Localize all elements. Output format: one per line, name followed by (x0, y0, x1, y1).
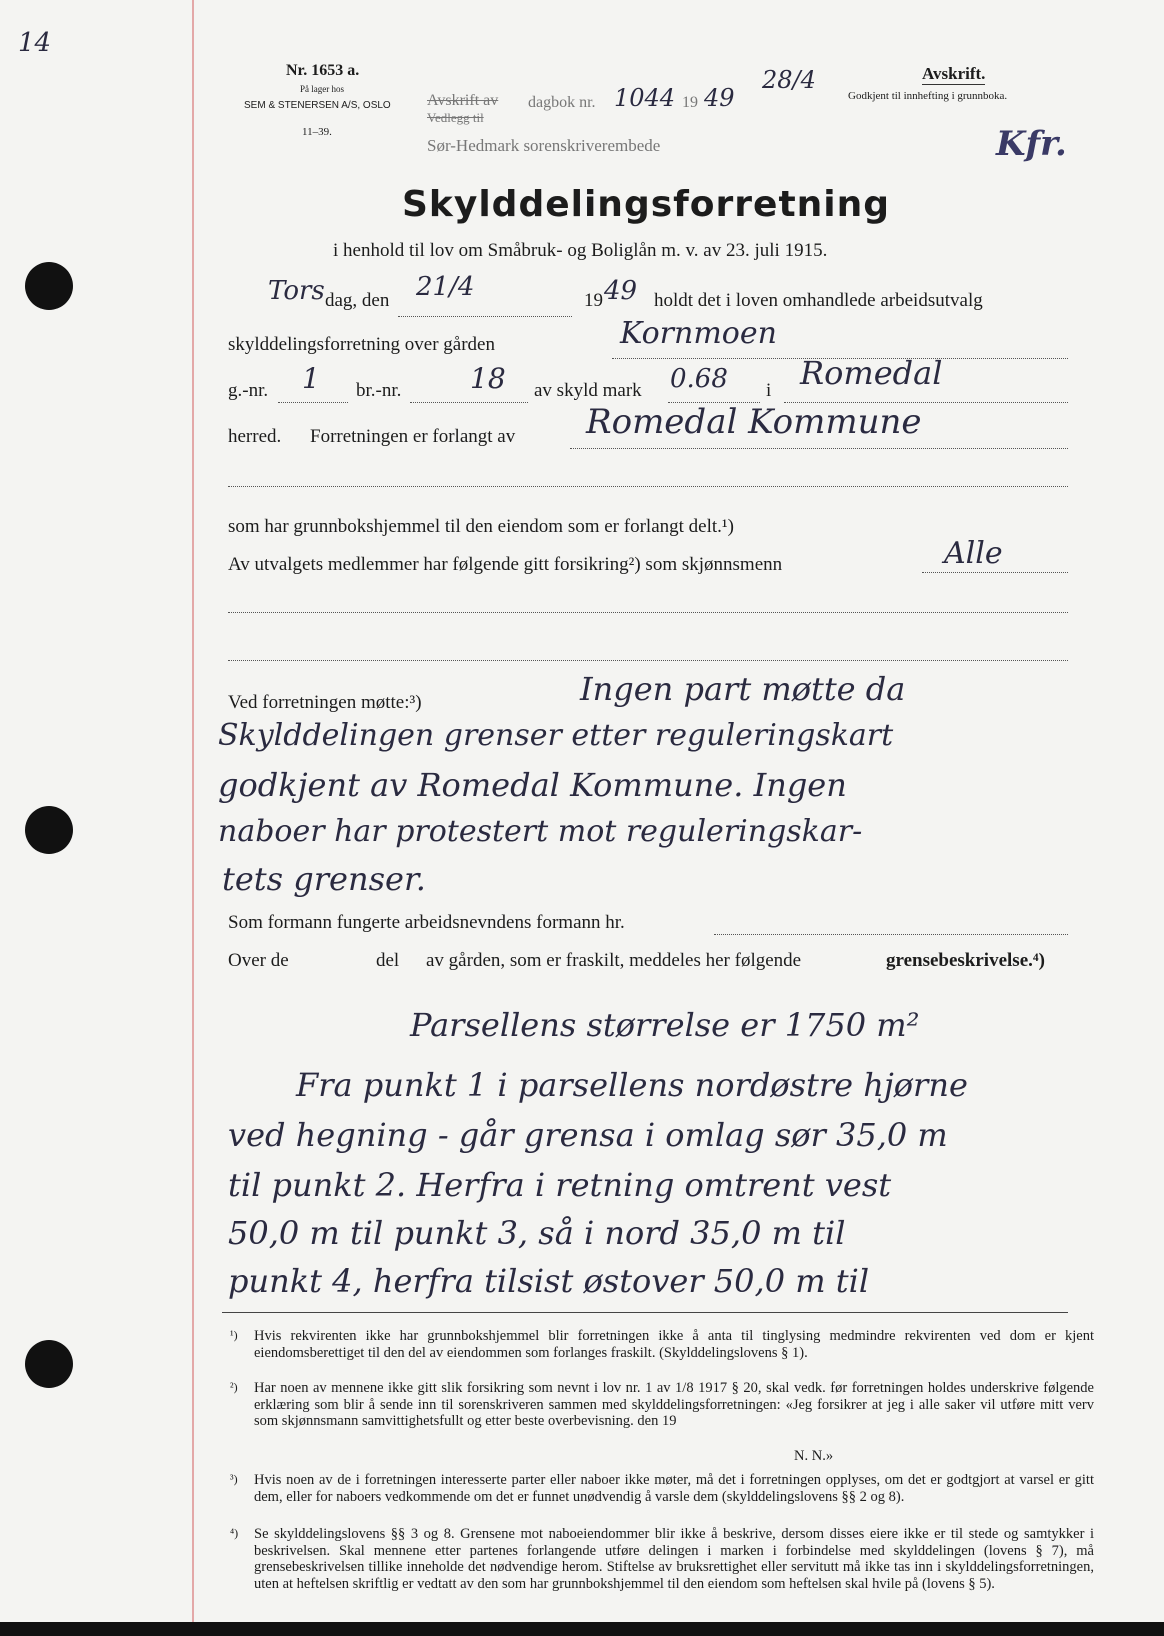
weekday: Tors (268, 276, 325, 306)
attachment-label: Vedlegg til (427, 110, 484, 125)
members-value: Alle (944, 536, 1003, 571)
dag-label: dag, den (325, 290, 390, 311)
scan-edge (0, 1622, 1164, 1636)
boundary-line: punkt 4, herfra tilsist østover 50,0 m til (228, 1262, 870, 1300)
grunnbok-text: som har grunnbokshjemmel til den eiendom som er forlangt delt.¹) (228, 516, 734, 537)
boundary-line: til punkt 2. Herfra i retning omtrent vest (228, 1166, 892, 1204)
initials: Kfr. (996, 124, 1067, 164)
footnote-text: Se skylddelingslovens §§ 3 og 8. Grensene mot naboeiendommer blir ikke å beskrive, dersom disses eiere ikke er til stede og samtykker i beskrivelsen. Skal mennene etter partenes forlangende utføre delingen i marken i forbindelse med skylddelingen (lovens § 7), må grensebeskrivelsen tillike inneholde det nødvendige herom. Stiftelse av bruksrettighet eller servitutt må ikke tas inn i skylddelingsforretningen, uten at heftelsen skriftlig er vedtatt av den som har grunnbokshjemmel til den eiendom som heftelsen skal hvile på (lovens § 5). (254, 1526, 1094, 1592)
year-value: 49 (604, 276, 638, 306)
footnote-num: ²) (230, 1380, 238, 1394)
attended-line: tets grenser. (222, 860, 426, 898)
over-farm-label: skylddelingsforretning over gården (228, 334, 495, 355)
boundary-text: av gården, som er fraskilt, meddeles her følgende (426, 950, 802, 971)
municipality: Romedal (800, 354, 943, 392)
document-title: Skylddelingsforretning (402, 184, 891, 225)
members-text: Av utvalgets medlemmer har følgende gitt forsikring²) som skjønnsmenn (228, 554, 783, 575)
footnote-divider (222, 1312, 1068, 1313)
farm-name: Kornmoen (620, 316, 777, 351)
footnote-signature: N. N.» (794, 1448, 834, 1464)
bnr-label: br.-nr. (356, 380, 402, 401)
document-subtitle: i henhold til lov om Småbruk- og Boliglån m. v. av 23. juli 1915. (333, 240, 828, 261)
boundary-line: Parsellens størrelse er 1750 m² (410, 1006, 920, 1044)
requested-label: Forretningen er forlangt av (310, 426, 516, 447)
office-stamp: Sør-Hedmark sorenskriverembede (427, 136, 661, 155)
approved-note: Godkjent til innhefting i grunnboka. (848, 90, 1008, 102)
attended-line: Ingen part møtte da (580, 670, 906, 708)
gnr-label: g.-nr. (228, 380, 269, 401)
footnote-num: ⁴) (230, 1526, 239, 1540)
del-label: del (376, 950, 400, 971)
boundary-bold: grensebeskrivelse.⁴) (886, 950, 1045, 971)
attended-line: godkjent av Romedal Kommune. Ingen (218, 766, 847, 804)
boundary-line: 50,0 m til punkt 3, så i nord 35,0 m til (228, 1214, 846, 1252)
attended-label: Ved forretningen møtte:³) (228, 692, 422, 713)
copy-label: Avskrift av (427, 92, 499, 109)
chair-text: Som formann fungerte arbeidsnevndens formann hr. (228, 912, 625, 933)
form-date: 11–39. (302, 126, 332, 138)
boundary-line: Fra punkt 1 i parsellens nordøstre hjørne (296, 1066, 968, 1104)
attended-line: Skylddelingen grenser etter reguleringskart (218, 718, 894, 753)
skyld-label: av skyld mark (534, 380, 642, 401)
copy-title: Avskrift. (922, 64, 986, 83)
bnr-value: 18 (470, 362, 506, 395)
margin-line (192, 0, 194, 1636)
corner-number: 14 (18, 28, 52, 58)
attended-line: naboer har protestert mot reguleringskar- (218, 814, 863, 849)
footnote-text: Har noen av mennene ikke gitt slik forsikring som nevnt i lov nr. 1 av 1/8 1917 § 20, skal vedk. før forretningen holdes underskrive følgende erklæring som blir å sende inn til sorenskriveren sammen med skylddelingsforretningen: «Jeg forsikrer at jeg i alle saker vil utføre mitt verv som skjønnsmann samvittighetsfullt og etter beste overbevisning. den 19 (254, 1380, 1094, 1429)
boundary-line: ved hegning - går grensa i omlag sør 35,0 m (228, 1116, 948, 1154)
punch-hole (25, 806, 73, 854)
skyld-value: 0.68 (670, 364, 728, 394)
i-label: i (766, 380, 772, 401)
date-value: 21/4 (416, 272, 475, 302)
form-year-prefix: 19 (584, 290, 603, 311)
dagbok-label: dagbok nr. (528, 94, 596, 111)
publisher-line1: På lager hos (300, 84, 344, 94)
punch-hole (25, 262, 73, 310)
punch-hole (25, 1340, 73, 1388)
over-de: Over de (228, 950, 289, 971)
footnote-text: Hvis noen av de i forretningen interesserte parter eller naboer ikke møter, må det i forretningen opplyses, om det er godtgjort at varsel er gitt dem, eller for naboers vedkommende om det er funnet unødvendig å varsle dem (skylddelingslovens §§ 2 og 8). (254, 1472, 1094, 1505)
held-text: holdt det i loven omhandlede arbeidsutvalg (654, 290, 983, 311)
form-number: Nr. 1653 a. (286, 62, 360, 79)
footnote-num: ¹) (230, 1328, 238, 1342)
footnote-num: ³) (230, 1472, 238, 1486)
footnote-text: Hvis rekvirenten ikke har grunnbokshjemmel blir forretningen ikke å anta til tinglysing medmindre rekvirenten ved dom er kjent eiendomsberettiget til den del av eiendommen som forlanges fraskilt. (Skylddelingslovens § 1). (254, 1328, 1094, 1361)
dagbok-number: 1044 (614, 84, 676, 112)
publisher-line2: SEM & STENERSEN A/S, OSLO (244, 100, 391, 111)
year-prefix: 19 (682, 94, 698, 111)
year-suffix: 49 (704, 84, 735, 112)
gnr-value: 1 (302, 362, 320, 395)
requested-by: Romedal Kommune (586, 402, 922, 442)
date-note: 28/4 (762, 66, 816, 94)
herred-label: herred. (228, 426, 282, 447)
